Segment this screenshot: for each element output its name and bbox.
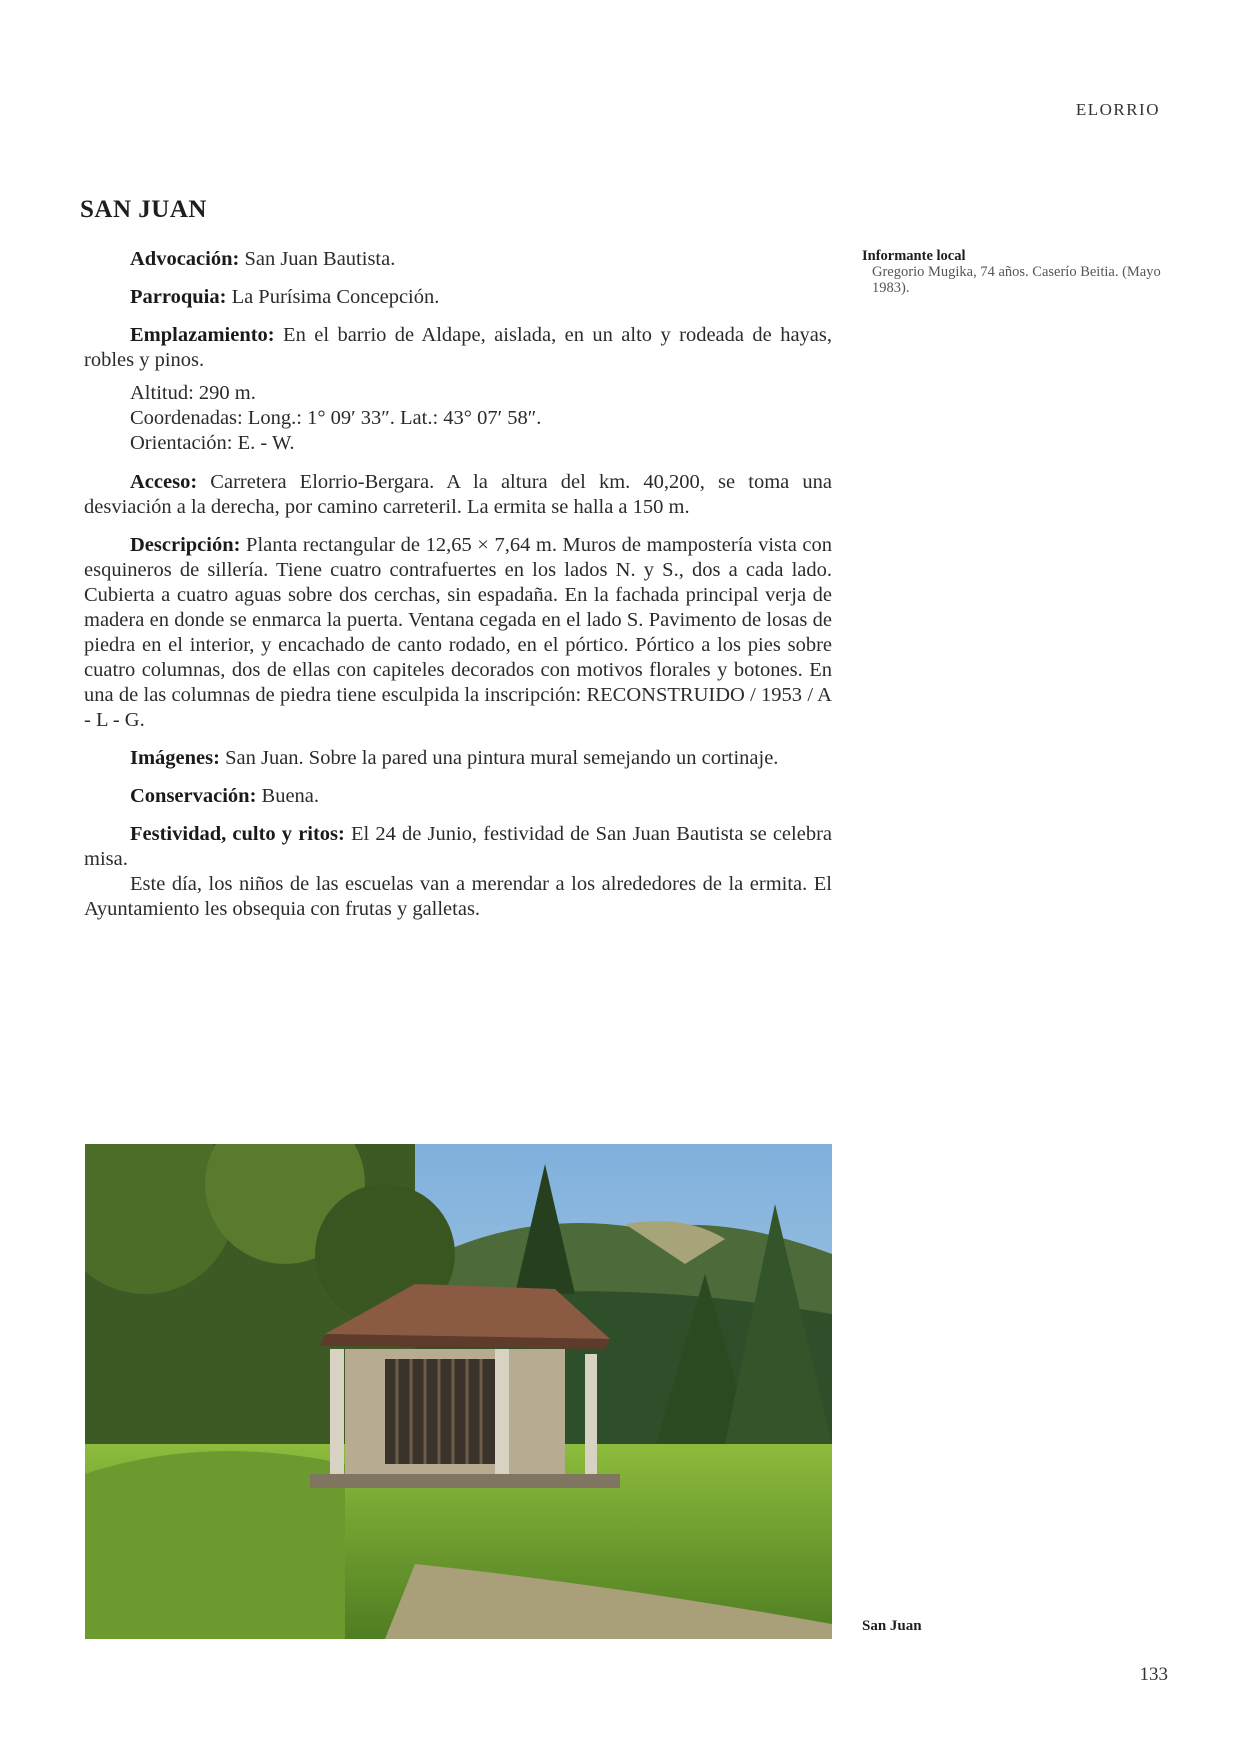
advocacion-text: San Juan Bautista. bbox=[239, 248, 396, 270]
descripcion-label: Descripción: bbox=[130, 534, 241, 556]
festividad-paragraph bbox=[84, 822, 832, 872]
parroquia-text: La Purísima Concepción. bbox=[226, 286, 440, 308]
grille-bars bbox=[397, 1359, 481, 1464]
meadow-patch bbox=[85, 1451, 345, 1639]
hermitage-illustration bbox=[85, 1144, 832, 1639]
column bbox=[495, 1349, 509, 1479]
informant-text: Gregorio Mugika, 74 años. Caserío Beitia. (Mayo 1983). bbox=[872, 264, 1161, 296]
emplazamiento-paragraph bbox=[84, 323, 832, 373]
advocacion-paragraph bbox=[84, 247, 832, 272]
conservacion-text: Buena. bbox=[256, 785, 320, 807]
imagenes-text: San Juan. Sobre la pared una pintura mural semejando un cortinaje. bbox=[219, 747, 779, 769]
entry-body bbox=[84, 247, 832, 935]
sidebar-note bbox=[862, 248, 1162, 296]
photo-caption: San Juan bbox=[862, 1618, 922, 1634]
entry-title: SAN JUAN bbox=[80, 196, 207, 223]
page-number: 133 bbox=[1139, 1664, 1168, 1685]
imagenes-paragraph bbox=[84, 746, 832, 771]
location-block bbox=[84, 381, 832, 456]
festividad-paragraph-2: Este día, los niños de las escuelas van a merendar a los alrededores de la ermita. El Ayuntamiento les obsequia con frutas y galletas. bbox=[84, 873, 832, 920]
festividad-label: Festividad, culto y ritos: bbox=[130, 823, 345, 845]
emplazamiento-label: Emplazamiento: bbox=[130, 324, 275, 346]
column bbox=[585, 1354, 597, 1474]
acceso-text: Carretera Elorrio-Bergara. A la altura del km. 40,200, se toma una desviación a la derecha, por camino carreteril. La ermita se halla a 150 m. bbox=[84, 471, 832, 518]
coordinates: Coordenadas: Long.: 1° 09′ 33″. Lat.: 43° 07′ 58″. bbox=[130, 407, 542, 429]
parroquia-paragraph bbox=[84, 285, 832, 310]
conservacion-label: Conservación: bbox=[130, 785, 257, 807]
orientation: Orientación: E. - W. bbox=[130, 432, 295, 454]
advocacion-label: Advocación: bbox=[130, 248, 240, 270]
running-head: ELORRIO bbox=[1075, 100, 1160, 119]
imagenes-label: Imágenes: bbox=[130, 747, 220, 769]
porch-base bbox=[310, 1474, 620, 1488]
descripcion-paragraph bbox=[84, 533, 832, 733]
acceso-label: Acceso: bbox=[130, 471, 198, 493]
altitude: Altitud: 290 m. bbox=[130, 382, 256, 404]
conservacion-paragraph bbox=[84, 784, 832, 809]
descripcion-text: Planta rectangular de 12,65 × 7,64 m. Muros de mampostería vista con esquineros de sillería. Tiene cuatro contrafuertes en los lados N. y S., dos a cada lado. Cubierta a cuatro aguas sobre dos cerchas, sin espadaña. En la fachada principal verja de madera en donde se enmarca la puerta. Ventana cegada en el lado S. Pavimento de losas de piedra en el interior, y encachado de canto rodado, en el pórtico. Pórtico a los pies sobre cuatro columnas, dos de ellas con capiteles decorados con motivos florales y botones. En una de las columnas de piedra tiene esculpida la inscripción: RECONSTRUIDO / 1953 / A - L - G. bbox=[84, 534, 832, 731]
hermitage-photo bbox=[85, 1144, 832, 1639]
parroquia-label: Parroquia: bbox=[130, 286, 227, 308]
informant-heading: Informante local bbox=[862, 248, 966, 264]
acceso-paragraph bbox=[84, 470, 832, 520]
column bbox=[330, 1349, 344, 1479]
festividad-text: El 24 de Junio, festividad de San Juan Bautista se celebra misa. bbox=[84, 823, 832, 870]
emplazamiento-text: En el barrio de Aldape, aislada, en un alto y rodeada de hayas, robles y pinos. bbox=[84, 324, 832, 371]
